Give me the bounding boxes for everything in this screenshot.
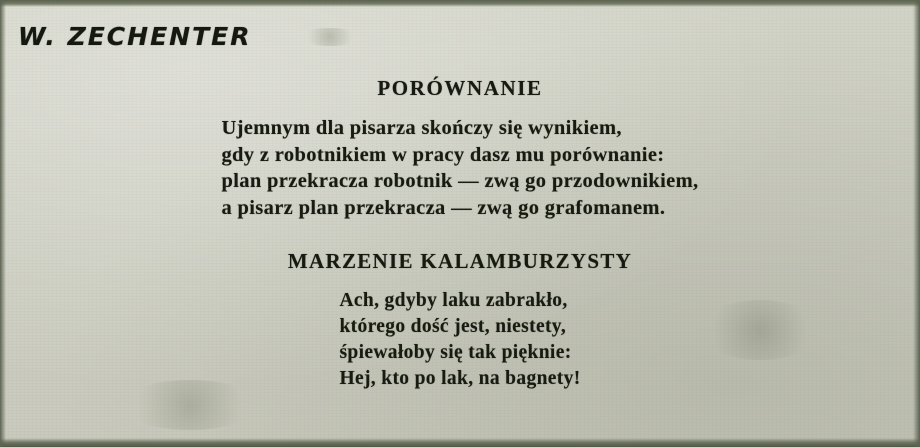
- poem-title-1: PORÓWNANIE: [377, 76, 543, 100]
- poem-line: którego dość jest, niestety,: [339, 316, 567, 337]
- page-edge-bottom: [0, 438, 920, 447]
- poem-line: Ujemnym dla pisarza skończy się wynikiem,: [221, 117, 622, 139]
- paper-smudge: [300, 28, 360, 46]
- poem-line: a pisarz plan przekracza — zwą go grafomanem.: [221, 196, 666, 219]
- poem-title-2: MARZENIE KALAMBURZYSTY: [287, 249, 633, 273]
- poem-stanza-1: [221, 115, 698, 221]
- poem-line: Hej, kto po lak, na bagnety!: [339, 368, 581, 389]
- poem-stanza-2: [339, 288, 580, 392]
- page-edge-top: [0, 0, 920, 7]
- poems-container: [0, 76, 920, 392]
- poem-line: plan przekracza robotnik — zwą go przodownikiem,: [221, 170, 699, 192]
- poem-line: Ach, gdyby laku zabrakło,: [339, 290, 568, 311]
- poem-line: śpiewałoby się tak pięknie:: [339, 342, 572, 363]
- author-name: W. ZECHENTER: [18, 22, 252, 51]
- poem-line: gdy z robotnikiem w pracy dasz mu porównanie:: [221, 143, 665, 166]
